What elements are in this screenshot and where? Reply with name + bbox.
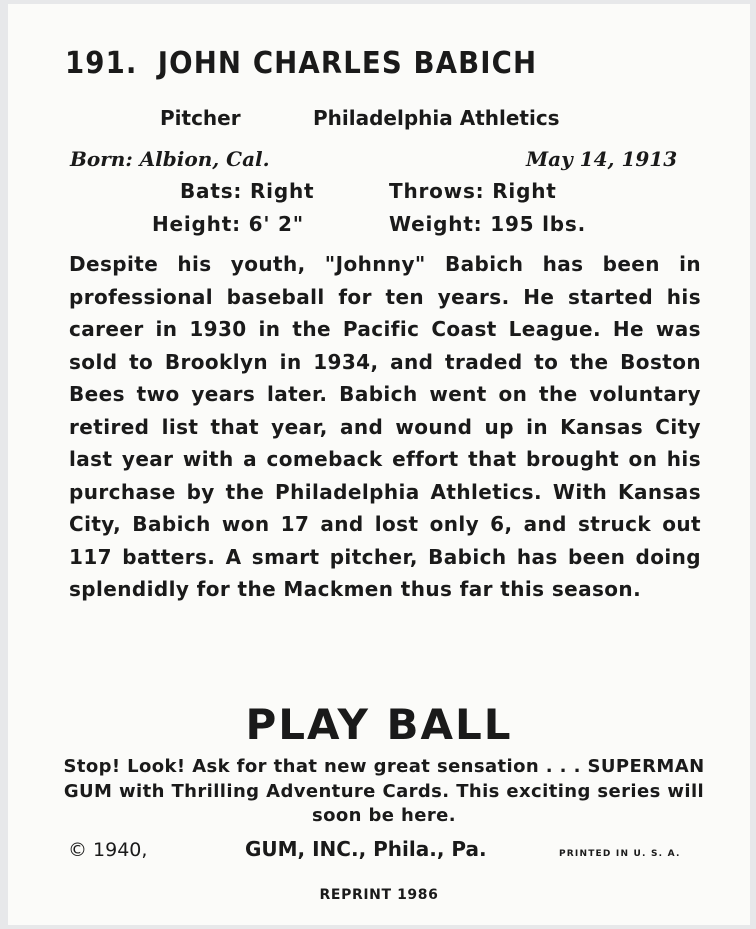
birthdate: May 14, 1913 [526,147,678,171]
publisher: GUM, INC., Phila., Pa. [245,837,487,861]
throws-stat: Throws: Right [389,179,557,203]
card-title [65,46,537,81]
weight-stat: Weight: 195 lbs. [389,212,587,236]
superman-gum-promo: Stop! Look! Ask for that new great sensation . . . SUPERMAN GUM with Thrilling Adventure Cards. This exciting series will soon be here. [63,756,705,826]
play-ball-headline: PLAY BALL [245,700,513,749]
birthplace: Born: Albion, Cal. [70,147,270,171]
reprint-notice: REPRINT 1986 [319,887,439,903]
printed-in-usa: PRINTED IN U. S. A. [559,849,681,859]
height-stat: Height: 6' 2" [152,212,304,236]
player-name: JOHN CHARLES BABICH [157,46,538,81]
card-number: 191. [65,46,138,81]
player-position: Pitcher [160,106,241,130]
copyright-notice: © 1940, [68,839,148,861]
baseball-card-back [8,4,750,925]
player-biography: Despite his youth, "Johnny" Babich has been in professional baseball for ten years. He started his career in 1930 in the Pacific Coast League. He was sold to Brooklyn in 1934, and traded to the Boston Bees two years later. Babich went on the voluntary retired list that year, and wound up in Kansas City last year with a comeback effort that brought on his purchase by the Philadelphia Athletics. With Kansas City, Babich won 17 and lost only 6, and struck out 117 batters. A smart pitcher, Babich has been doing splendidly for the Mackmen thus far this season. [69,252,701,601]
player-team: Philadelphia Athletics [313,106,560,130]
bats-stat: Bats: Right [180,179,315,203]
